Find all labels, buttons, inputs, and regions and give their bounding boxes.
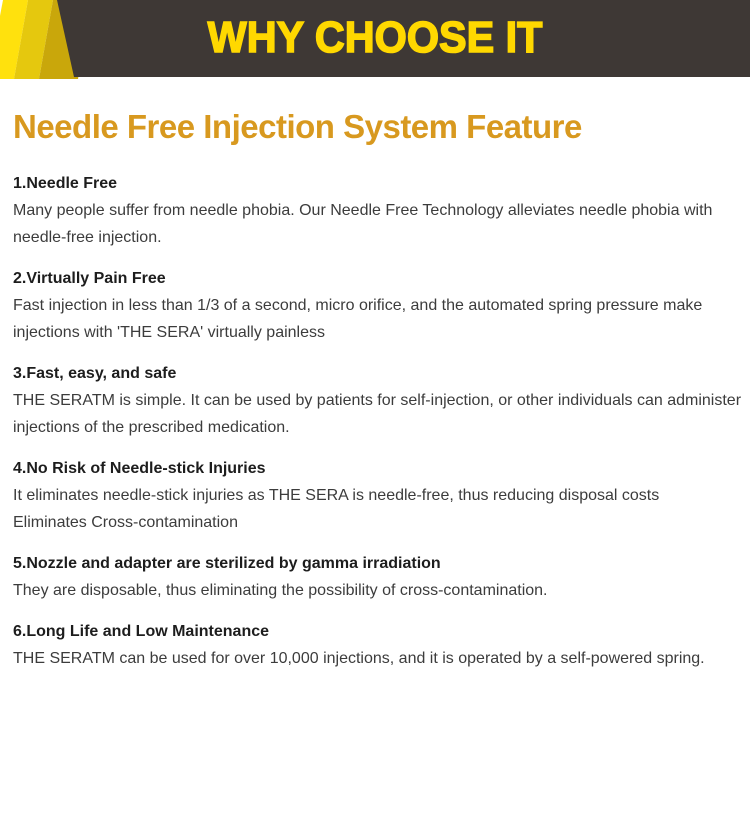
feature-heading: 4.No Risk of Needle-stick Injuries [13, 460, 266, 477]
header-banner [0, 0, 750, 80]
feature-text-line: Fast injection in less than 1/3 of a second, micro orifice, and the automated spring pressure make [13, 297, 703, 314]
feature-heading: 1.Needle Free [13, 175, 118, 192]
feature-text-line: injections with 'THE SERA' virtually painless [13, 324, 325, 341]
feature-text-line: injections of the prescribed medication. [13, 419, 290, 436]
feature-text-line: needle-free injection. [13, 229, 162, 246]
feature-text-line: THE SERATM is simple. It can be used by patients for self-injection, or other individuals can administer [13, 392, 742, 409]
feature-section-long-life [13, 621, 740, 672]
feature-text-line: THE SERATM can be used for over 10,000 injections, and it is operated by a self-powered spring. [13, 650, 705, 667]
banner-title: WHY CHOOSE IT [207, 12, 543, 62]
feature-heading: 3.Fast, easy, and safe [13, 365, 177, 382]
feature-text-line: It eliminates needle-stick injuries as THE SERA is needle-free, thus reducing disposal costs [13, 487, 660, 504]
feature-section-pain-free [13, 268, 740, 346]
feature-section-needle-free [13, 173, 740, 251]
feature-section-sterilized [13, 553, 740, 604]
feature-text-line: They are disposable, thus eliminating the possibility of cross-contamination. [13, 582, 548, 599]
banner-title-wrap [0, 0, 750, 77]
feature-section-fast-easy-safe [13, 363, 740, 441]
feature-section-no-needle-stick [13, 458, 740, 536]
page-title: Needle Free Injection System Feature [13, 108, 582, 145]
feature-text-line: Many people suffer from needle phobia. Our Needle Free Technology alleviates needle phobia with [13, 202, 713, 219]
feature-heading: 6.Long Life and Low Maintenance [13, 623, 270, 640]
feature-text-line: Eliminates Cross-contamination [13, 514, 238, 531]
feature-heading: 2.Virtually Pain Free [13, 270, 166, 287]
feature-heading: 5.Nozzle and adapter are sterilized by gamma irradiation [13, 555, 441, 572]
content-area [0, 107, 750, 672]
